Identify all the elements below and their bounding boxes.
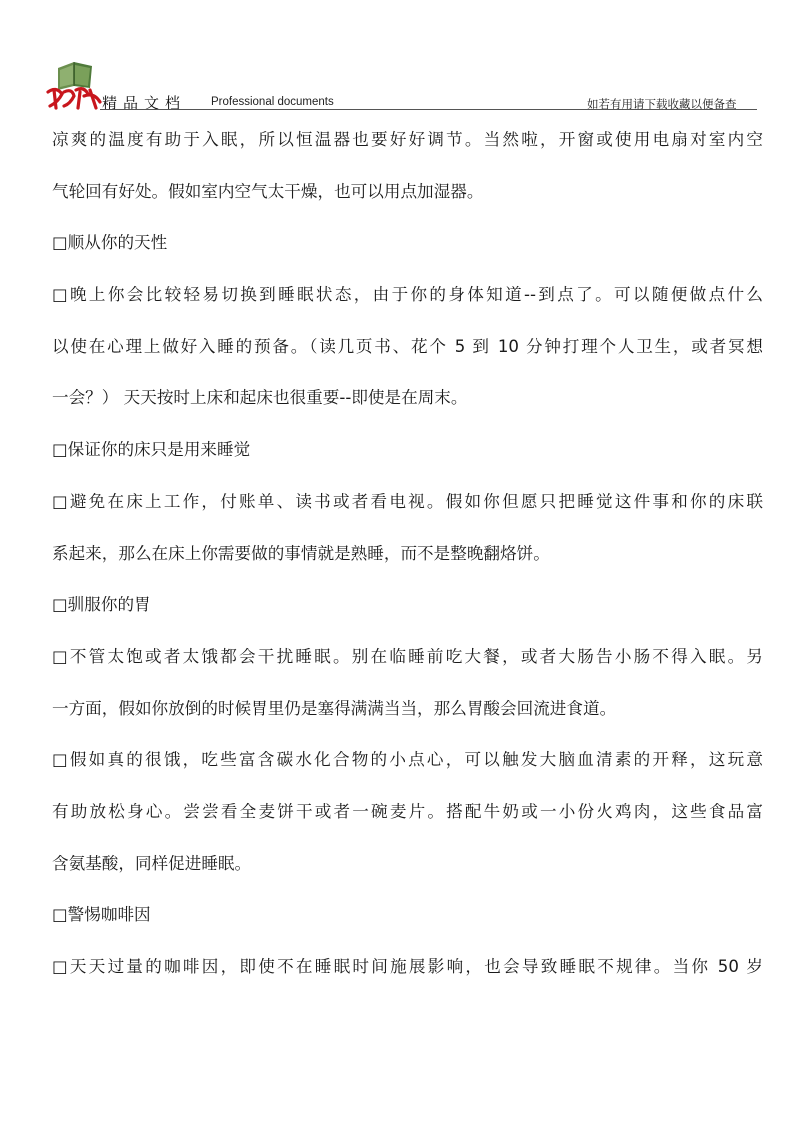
page-header — [0, 0, 794, 112]
document-body — [52, 124, 763, 1003]
text-line-17: □天天过量的咖啡因，即使不在睡眠时间施展影响，也会导致睡眠不规律。当你 50 岁 — [52, 957, 763, 976]
text-line-8: □避免在床上工作，付账单、读书或者看电视。假如你但愿只把睡觉这件事和你的床联 — [52, 491, 763, 511]
text-line-14: 有助放松身心。尝尝看全麦饼干或者一碗麦片。搭配牛奶或一小份火鸡肉，这些食品富 — [52, 801, 763, 821]
header-note: 如若有用请下载收藏以便备查 — [587, 97, 737, 111]
text-line-12: 一方面，假如你放倒的时候胃里仍是塞得满满当当，那么胃酸会回流进食道。 — [52, 698, 617, 718]
section-heading-caffeine: □警惕咖啡因 — [52, 905, 151, 925]
text-line-5: 以使在心理上做好入睡的预备。（读几页书、花个 5 到 10 分钟打理个人卫生，或者冥想 — [52, 336, 763, 356]
text-line-6: 一会？） 天天按时上床和起床也很重要--即使是在周末。 — [52, 388, 468, 408]
header-rule — [100, 109, 757, 110]
header-title-en: Professional documents — [211, 96, 334, 108]
header-title-cn: 精品文档 — [102, 94, 187, 112]
section-heading-stomach: □驯服你的胃 — [52, 595, 151, 615]
text-line-13: □假如真的很饿，吃些富含碳水化合物的小点心，可以触发大脑血清素的开释，这玩意 — [52, 750, 763, 770]
book-logo-icon — [44, 56, 104, 110]
text-line-2: 气轮回有好处。假如室内空气太干燥，也可以用点加湿器。 — [52, 181, 484, 201]
text-line-15: 含氨基酸，同样促进睡眠。 — [52, 853, 252, 873]
section-heading-nature: □顺从你的天性 — [52, 233, 168, 253]
text-line-1: 凉爽的温度有助于入眠，所以恒温器也要好好调节。当然啦，开窗或使用电扇对室内空 — [52, 130, 763, 149]
text-line-9: 系起来，那么在床上你需要做的事情就是熟睡，而不是整晚翻烙饼。 — [52, 543, 550, 563]
text-line-11: □不管太饱或者太饿都会干扰睡眠。别在临睡前吃大餐，或者大肠告小肠不得入眠。另 — [52, 646, 763, 666]
section-heading-bed: □保证你的床只是用来睡觉 — [52, 440, 251, 460]
text-line-4: □晚上你会比较轻易切换到睡眠状态，由于你的身体知道--到点了。可以随便做点什么 — [52, 285, 763, 305]
